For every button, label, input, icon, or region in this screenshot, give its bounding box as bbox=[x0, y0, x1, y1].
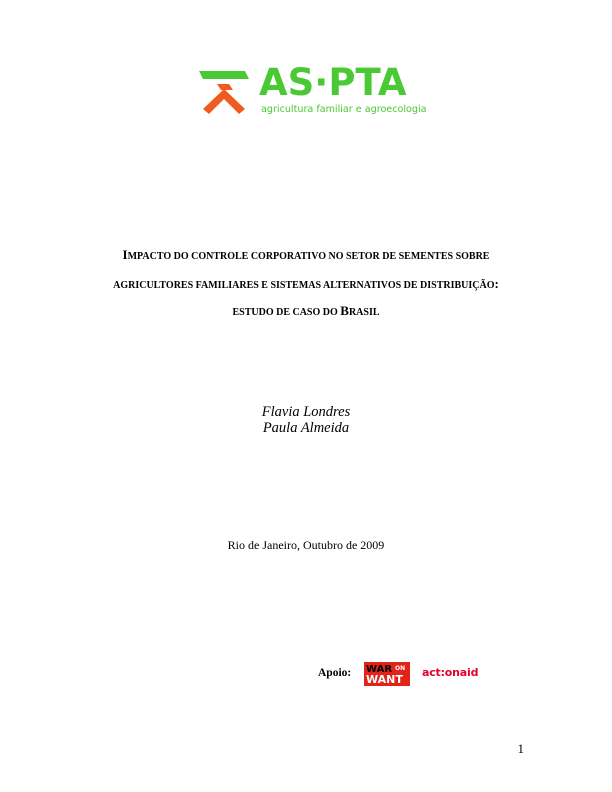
actionaid-logo: act:onaid bbox=[422, 666, 479, 679]
logo-wordmark-as: AS bbox=[259, 61, 315, 104]
logo-tagline: agricultura familiar e agroecologia bbox=[261, 104, 427, 115]
title-segment: MPACTO DO CONTROLE CORPORATIVO NO SETOR DE SEMENTES SOBRE bbox=[127, 251, 490, 262]
author-name: Paula Almeida bbox=[262, 420, 350, 436]
title-segment: B bbox=[340, 303, 349, 318]
support-label: Apoio: bbox=[318, 667, 352, 679]
logo-orange-stroke bbox=[217, 84, 233, 90]
title-line-3 bbox=[60, 305, 552, 319]
war-on-want-on-text: ON bbox=[395, 665, 406, 672]
logo-orange-chevron bbox=[203, 89, 245, 114]
title-segment: AGRICULTORES FAMILIARES E SISTEMAS ALTERNATIVOS DE DISTRIBUIÇÃO bbox=[113, 280, 495, 291]
author-name: Flavia Londres bbox=[261, 404, 351, 420]
title-segment: ESTUDO DE CASO DO bbox=[232, 307, 341, 318]
title-segment: RASIL bbox=[348, 307, 380, 318]
title-segment: I bbox=[122, 247, 128, 262]
title-segment: : bbox=[494, 276, 499, 291]
title-line-1 bbox=[60, 249, 552, 263]
war-on-want-logo bbox=[364, 662, 410, 686]
war-on-want-want-text: WANT bbox=[366, 673, 403, 686]
logo-green-bar bbox=[199, 71, 249, 79]
place-date: Rio de Janeiro, Outubro de 2009 bbox=[227, 538, 385, 552]
aspta-logo bbox=[199, 61, 427, 122]
war-on-want-war-text: WAR bbox=[366, 664, 393, 675]
logo-wordmark-dot: · bbox=[314, 61, 329, 104]
logo-wordmark bbox=[259, 63, 406, 103]
logo-wordmark-pta: PTA bbox=[328, 61, 407, 104]
aspta-chevron-mark-icon bbox=[199, 68, 255, 114]
title-line-2 bbox=[60, 278, 552, 292]
page-number: 1 bbox=[517, 741, 524, 756]
